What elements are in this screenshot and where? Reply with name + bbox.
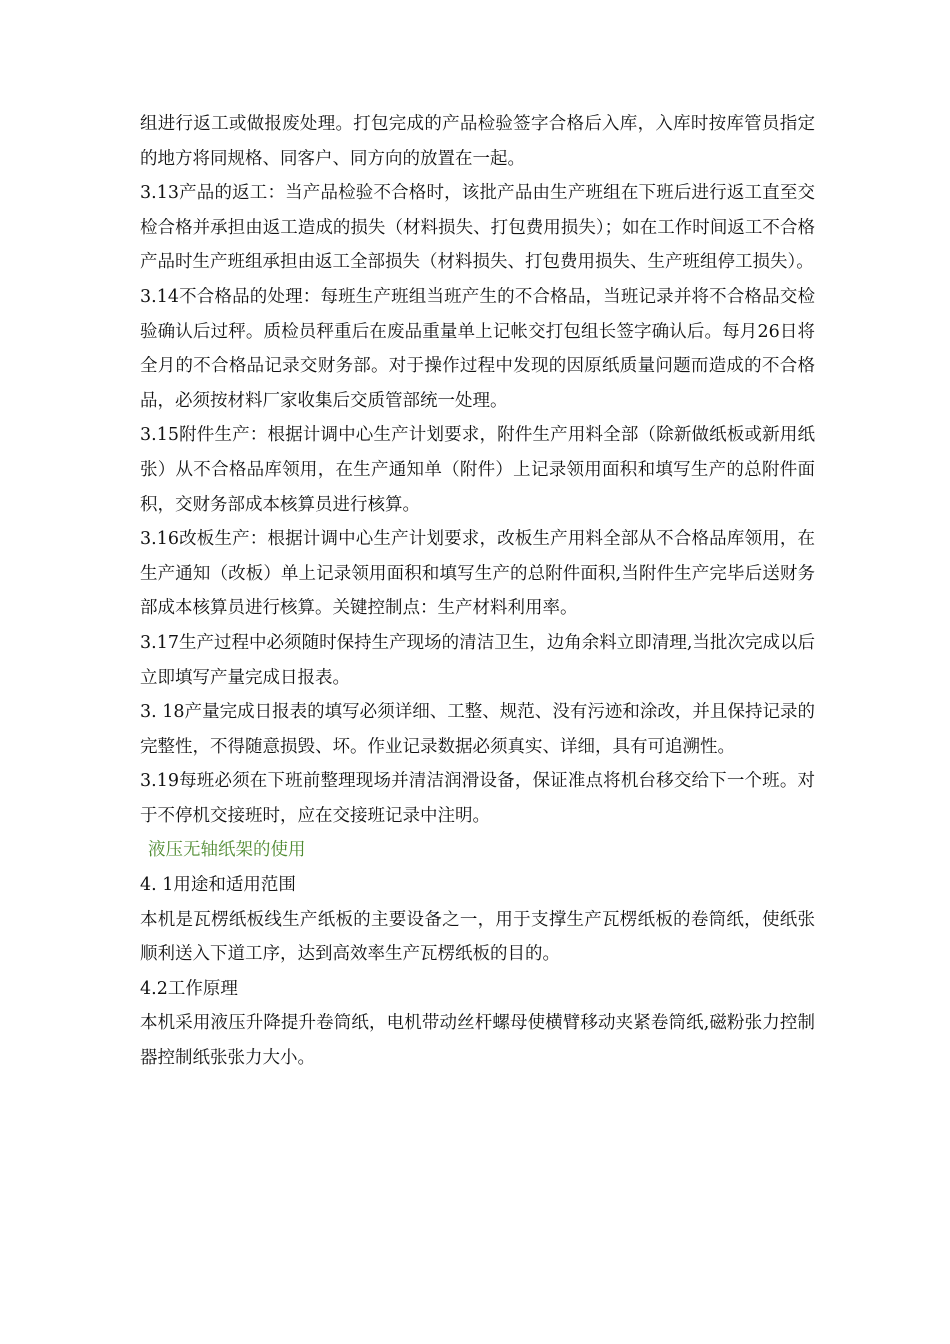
- subsection-4-1-body: 本机是瓦楞纸板线生产纸板的主要设备之一，用于支撑生产瓦楞纸板的卷筒纸，使纸张顺利送入下道工序，达到高效率生产瓦楞纸板的目的。: [140, 909, 815, 965]
- subsection-4-2-body: 本机采用液压升降提升卷筒纸，电机带动丝杆螺母使横臂移动夹紧卷筒纸,磁粉张力控制器控制纸张张力大小。: [140, 1013, 815, 1069]
- paragraph-3-17: 3.17生产过程中必须随时保持生产现场的清洁卫生，边角余料立即清理,当批次完成以后立即填写产量完成日报表。: [140, 632, 815, 688]
- paragraph-3-18: 3. 18产量完成日报表的填写必须详细、工整、规范、没有污迹和涂改，并且保持记录的完整性，不得随意损毁、坏。作业记录数据必须真实、详细，具有可追溯性。: [140, 702, 815, 757]
- document-body: [140, 107, 815, 1076]
- subsection-4-1-title: 4. 1用途和适用范围: [140, 875, 296, 896]
- paragraph-3-15: 3.15附件生产：根据计调中心生产计划要求，附件生产用料全部（除新做纸板或新用纸张）从不合格品库领用，在生产通知单（附件）上记录领用面积和填写生产的总附件面积，交财务部成本核算员进行核算。: [140, 425, 815, 515]
- section-heading: 液压无轴纸架的使用: [148, 840, 306, 861]
- paragraph-3-14: 3.14不合格品的处理：每班生产班组当班产生的不合格品，当班记录并将不合格品交检验确认后过秤。质检员秤重后在废品重量单上记帐交打包组长签字确认后。每月26日将全月的不合格品记录交财务部。对于操作过程中发现的因原纸质量问题而造成的不合格品，必须按材料厂家收集后交质管部统一处理。: [140, 286, 815, 411]
- paragraph-continuation: 组进行返工或做报废处理。打包完成的产品检验签字合格后入库，入库时按库管员指定的地方将同规格、同客户、同方向的放置在一起。: [140, 114, 815, 169]
- paragraph-3-13: 3.13产品的返工：当产品检验不合格时，该批产品由生产班组在下班后进行返工直至交检合格并承担由返工造成的损失（材料损失、打包费用损失）；如在工作时间返工不合格产品时生产班组承担由返工全部损失（材料损失、打包费用损失、生产班组停工损失）。: [140, 183, 815, 273]
- subsection-4-2-title: 4.2工作原理: [140, 978, 238, 999]
- paragraph-3-16: 3.16改板生产：根据计调中心生产计划要求，改板生产用料全部从不合格品库领用，在生产通知（改板）单上记录领用面积和填写生产的总附件面积,当附件生产完毕后送财务部成本核算员进行核算。关键控制点：生产材料利用率。: [140, 529, 815, 619]
- paragraph-3-19: 3.19每班必须在下班前整理现场并清洁润滑设备，保证准点将机台移交给下一个班。对于不停机交接班时，应在交接班记录中注明。: [140, 771, 815, 826]
